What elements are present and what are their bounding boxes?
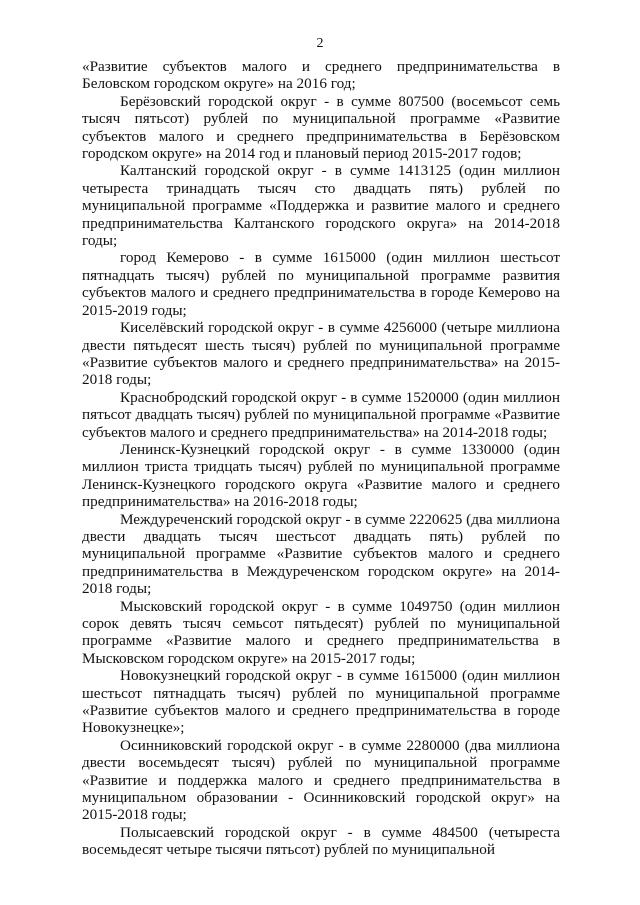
paragraph-kaltan: Калтанский городской округ - в сумме 1413125 (один миллион четыреста тринадцать тысяч сто двадцать пять) рублей по муниципальной программе «Поддержка и развитие малого и среднего предпринимательства Калтанского городского округа» на 2014-2018 годы; [82,162,560,250]
paragraph-kiselevsk: Киселёвский городской округ - в сумме 4256000 (четыре миллиона двести пятьдесят шесть тысяч) рублей по муниципальной программе «Развитие субъектов малого и среднего предпринимательства» на 2015-2018 годы; [82,319,560,389]
paragraph-belovo-continuation: «Развитие субъектов малого и среднего предпринимательства в Беловском городском округе» на 2016 год; [82,58,560,93]
paragraph-osinniki: Осинниковский городской округ - в сумме 2280000 (два миллиона двести восемьдесят тысяч) рублей по муниципальной программе «Развитие и поддержка малого и среднего предпринимательства в муниципальном образовании - Осинниковский городской округ» на 2015-2018 годы; [82,736,560,824]
paragraph-krasnobrodsky: Краснобродский городской округ - в сумме 1520000 (один миллион пятьсот двадцать тысяч) рублей по муниципальной программе «Развитие субъектов малого и среднего предпринимательства» на 2014-2018 годы; [82,388,560,441]
paragraph-novokuznetsk: Новокузнецкий городской округ - в сумме 1615000 (один миллион шестьсот пятнадцать тысяч) рублей по муниципальной программе «Развитие субъектов малого и среднего предпринимательства в городе Новокузнецке»; [82,667,560,737]
paragraph-mezhdurechensk: Междуреченский городской округ - в сумме 2220625 (два миллиона двести двадцать тысяч шестьсот двадцать пять) рублей по муниципальной программе «Развитие субъектов малого и среднего предпринимательства в Междуреченском городском округе» на 2014-2018 годы; [82,510,560,598]
paragraph-leninsk-kuznetsky: Ленинск-Кузнецкий городской округ - в сумме 1330000 (один миллион триста тридцать тысяч) рублей по муниципальной программе Ленинск-Кузнецкого городского округа «Развитие малого и среднего предпринимательства» на 2016-2018 годы; [82,440,560,511]
paragraph-berezovsky: Берёзовский городской округ - в сумме 807500 (восемьсот семь тысяч пятьсот) рублей по муниципальной программе «Развитие субъектов малого и среднего предпринимательства в Берёзовском городском округе» на 2014 год и плановый период 2015-2017 годов; [82,92,560,163]
paragraph-myski: Мысковский городской округ - в сумме 1049750 (один миллион сорок девять тысяч семьсот пятьдесят) рублей по муниципальной программе «Развитие малого и среднего предпринимательства в Мысковском городском округе» на 2015-2017 годы; [82,597,560,667]
paragraph-kemerovo: город Кемерово - в сумме 1615000 (один миллион шестьсот пятнадцать тысяч) рублей по муниципальной программе развития субъектов малого и среднего предпринимательства в городе Кемерово на 2015-2019 годы; [82,249,560,319]
paragraph-polysaevo: Полысаевский городской округ - в сумме 484500 (четыреста восемьдесят четыре тысячи пятьсот) рублей по муниципальной [82,823,560,859]
document-body [82,58,560,859]
page-number: 2 [316,36,324,51]
